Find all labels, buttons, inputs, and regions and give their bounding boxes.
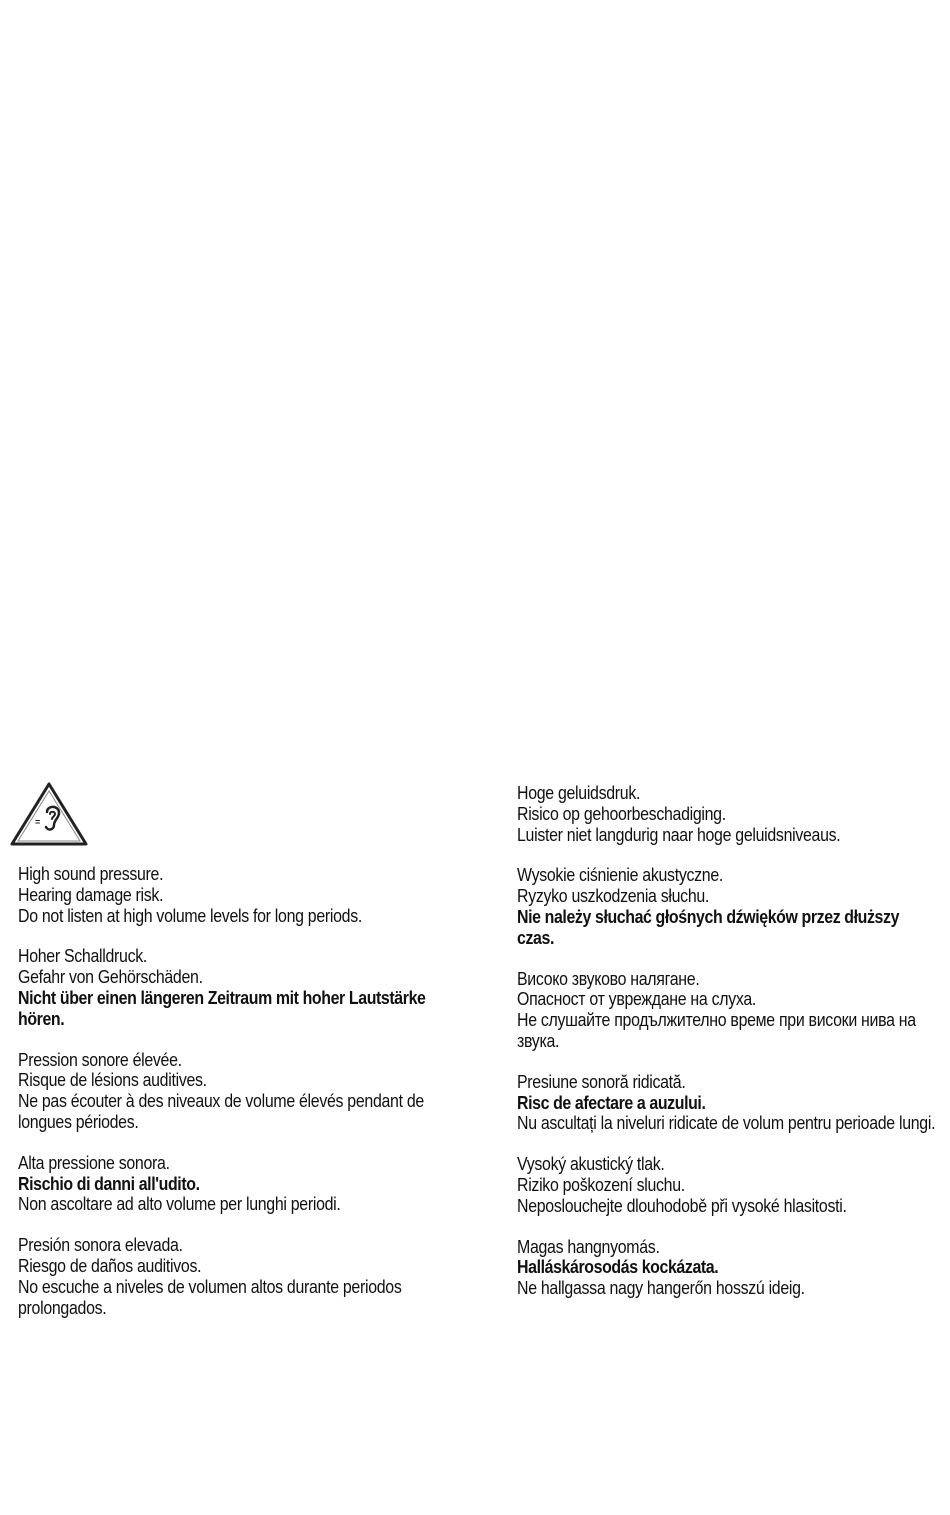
warning-line: Hearing damage risk. [18,883,164,905]
warning-line: Gefahr von Gehörschäden. [18,966,203,988]
warning-line: Non ascoltare ad alto volume per lunghi periodi. [18,1193,341,1215]
warning-block-fr [18,1050,443,1133]
warning-line: Ryzyko uszkodzenia słuchu. [517,885,710,907]
warning-line: High sound pressure. [18,863,164,884]
right-column [517,783,937,1319]
warning-line: Vysoký akustický tlak. [517,1153,665,1175]
warning-block-en [18,864,443,926]
warning-line: Presiune sonoră ridicată. [517,1070,686,1092]
warning-block-hu [517,1237,937,1299]
warning-line: Не слушайте продължително време при високи нива на звука. [517,1009,916,1051]
warning-block-cs [517,1154,937,1216]
warning-block-ro [517,1072,937,1134]
warning-line: Ne pas écouter à des niveaux de volume élevés pendant de longues périodes. [18,1090,424,1132]
warning-block-nl [517,783,937,845]
warning-line: Risque de lésions auditives. [18,1069,207,1091]
warning-block-es [18,1235,443,1318]
warning-line: Nicht über einen längeren Zeitraum mit hoher Lautstärke hören. [18,986,426,1029]
warning-line: Високо звуково налягане. [517,967,700,989]
warning-line: Wysokie ciśnienie akustyczne. [517,864,724,886]
warning-line: Luister niet langdurig naar hoge geluidsniveaus. [517,823,841,845]
warning-line: Riziko poškození sluchu. [517,1173,685,1195]
warning-line: Ne hallgassa nagy hangerőn hosszú ideig. [517,1277,805,1299]
warning-block-pl [517,865,937,948]
warning-line: Nu ascultați la niveluri ridicate de volum pentru perioade lungi. [517,1112,936,1134]
warning-line: Presión sonora elevada. [18,1234,183,1256]
hearing-warning-icon [8,780,90,848]
warning-line: Risico op gehoorbeschadiging. [517,802,726,824]
warning-line: Risc de afectare a auzului. [517,1091,706,1113]
warning-line: Magas hangnyomás. [517,1235,660,1257]
warning-block-de [18,946,443,1029]
warning-line: Riesgo de daños auditivos. [18,1254,202,1276]
left-column [18,780,443,1338]
warning-line: Alta pressione sonora. [18,1151,170,1173]
warning-line: Nie należy słuchać głośnych dźwięków przez dłuższy czas. [517,905,900,948]
warning-line: Опасност от увреждане на слуха. [517,988,757,1010]
warning-line: Pression sonore élevée. [18,1048,182,1070]
warning-block-it [18,1153,443,1215]
warning-line: Rischio di danni all'udito. [18,1172,200,1194]
warning-line: Hoge geluidsdruk. [517,782,641,803]
warning-line: Neposlouchejte dlouhodobě při vysoké hlasitosti. [517,1194,847,1216]
svg-text:=: = [35,817,41,827]
warning-line: Hoher Schalldruck. [18,945,147,967]
warning-line: Halláskárosodás kockázata. [517,1256,719,1278]
warning-block-bg [517,969,937,1052]
warning-line: Do not listen at high volume levels for long periods. [18,904,362,926]
warning-line: No escuche a niveles de volumen altos durante periodos prolongados. [18,1275,402,1318]
